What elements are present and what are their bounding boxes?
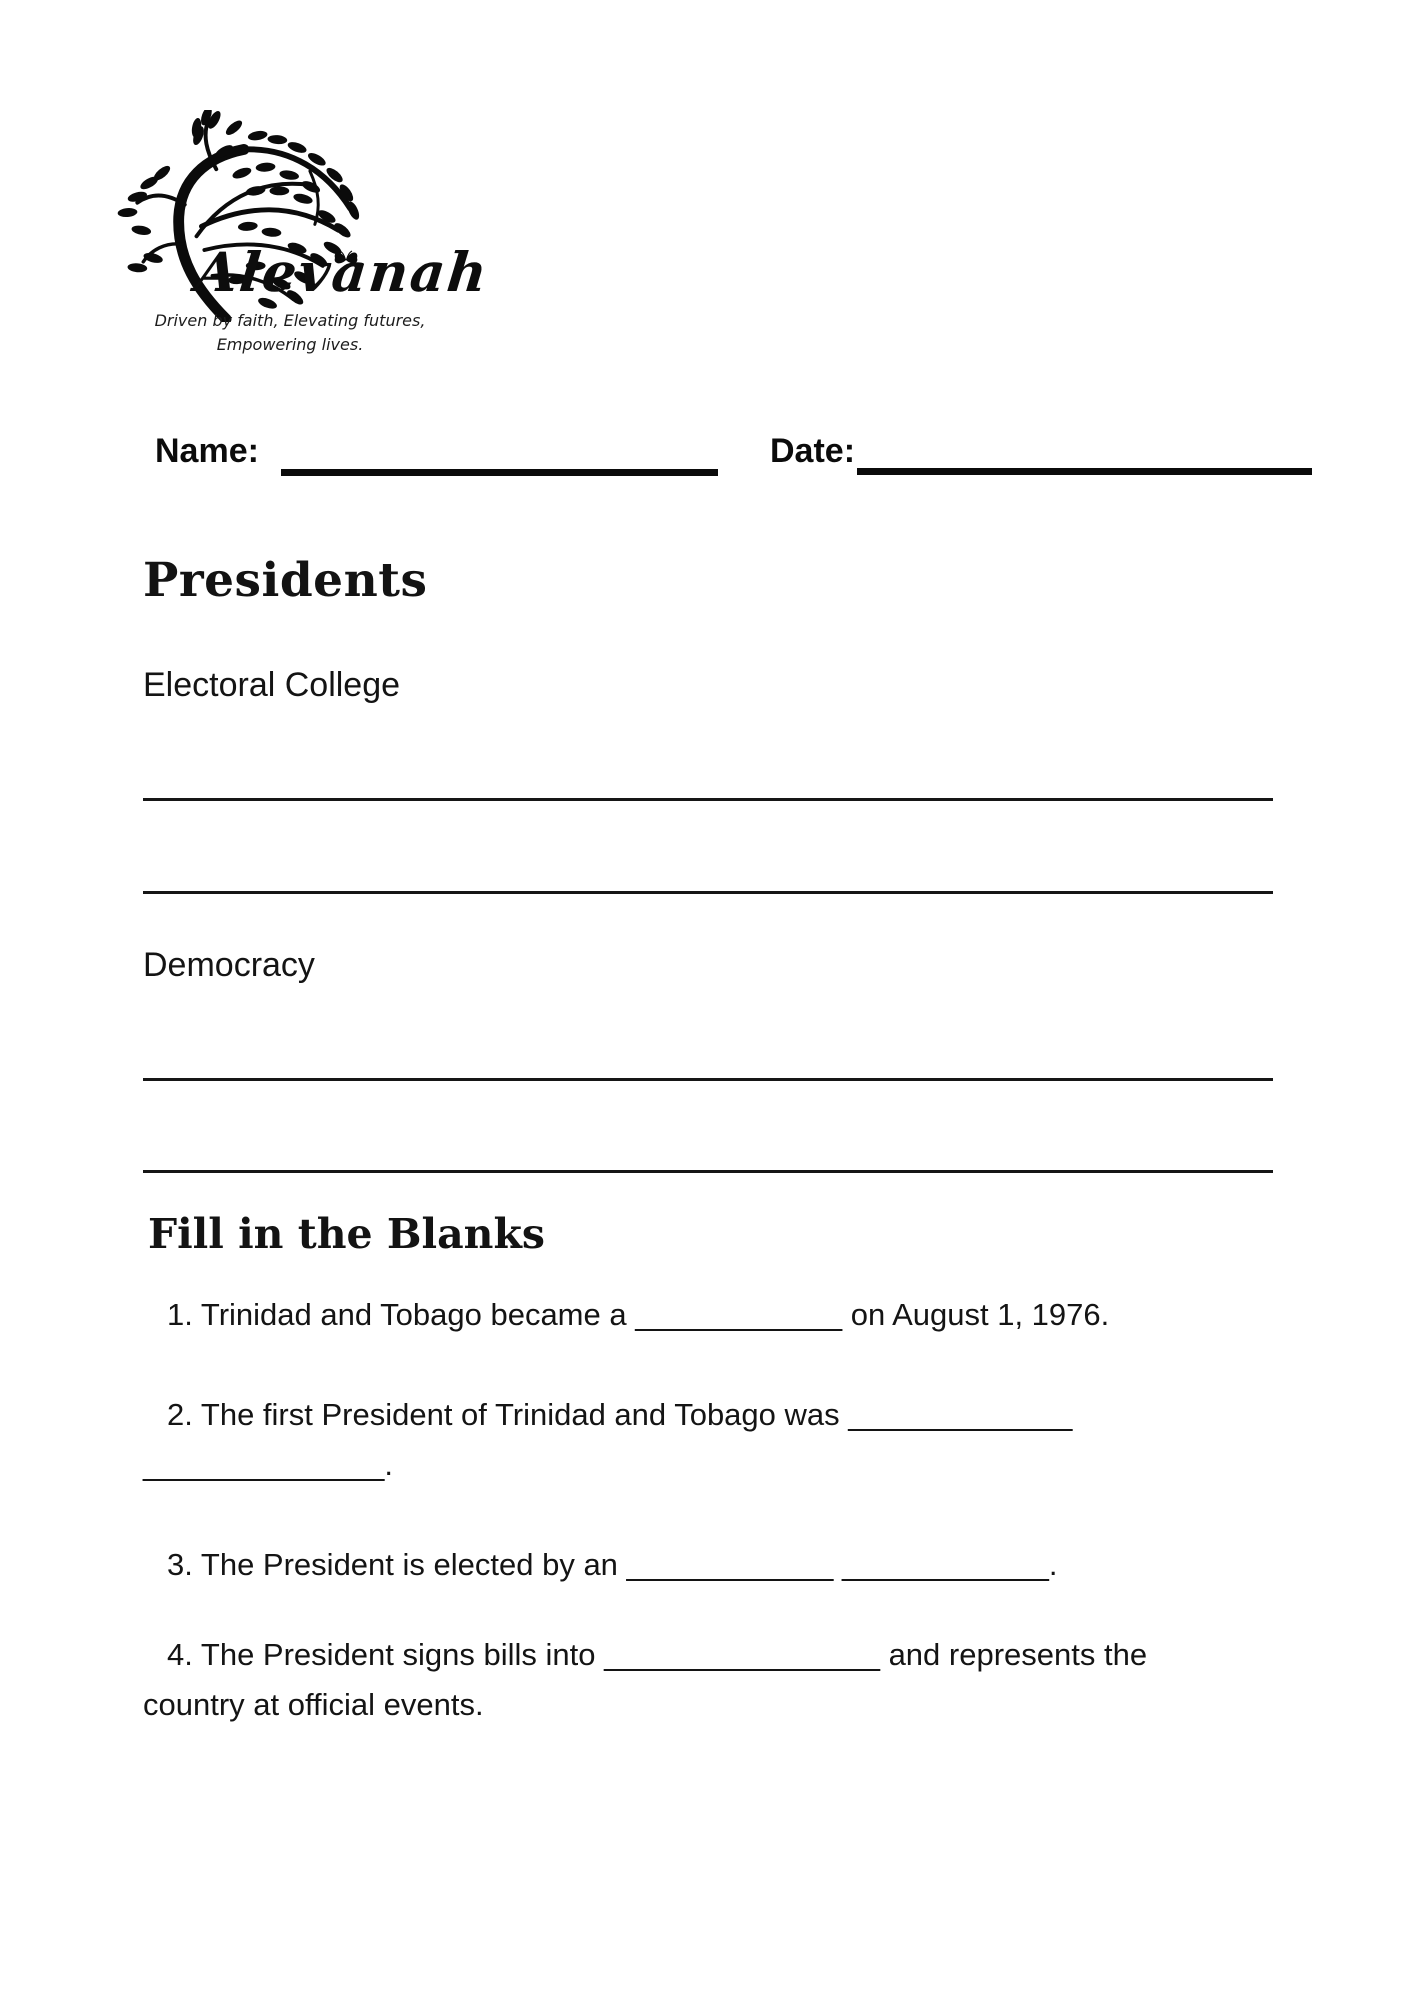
question-2-line-2: ______________. bbox=[143, 1447, 393, 1482]
fill-in-questions bbox=[143, 1290, 1293, 1780]
tagline-line-2: Empowering lives. bbox=[216, 335, 364, 354]
date-label: Date: bbox=[770, 432, 856, 470]
section-label-electoral-college: Electoral College bbox=[143, 666, 401, 704]
name-label: Name: bbox=[155, 432, 259, 470]
date-write-line bbox=[857, 468, 1312, 475]
name-write-line bbox=[281, 469, 718, 476]
question-4-line-1: 4. The President signs bills into ________________ and represents the bbox=[167, 1637, 1148, 1672]
question-3 bbox=[143, 1540, 1293, 1590]
question-3-line-1: 3. The President is elected by an ____________ ____________. bbox=[167, 1547, 1058, 1582]
question-2-line-1: 2. The first President of Trinidad and Tobago was _____________ bbox=[167, 1397, 1073, 1432]
butterfly-icon bbox=[332, 248, 360, 272]
answer-line bbox=[143, 1078, 1273, 1081]
answer-line bbox=[143, 1170, 1273, 1173]
page-title: Presidents bbox=[143, 553, 428, 608]
answer-line bbox=[143, 891, 1273, 894]
question-4-line-2: country at official events. bbox=[143, 1687, 484, 1722]
section-label-democracy: Democracy bbox=[143, 946, 315, 984]
question-1 bbox=[143, 1290, 1293, 1340]
tagline-line-1: Driven by faith, Elevating futures, bbox=[154, 311, 426, 330]
question-2 bbox=[143, 1390, 1293, 1490]
fill-in-the-blanks-heading: Fill in the Blanks bbox=[148, 1210, 545, 1258]
brand-tagline bbox=[140, 309, 440, 357]
answer-line bbox=[143, 798, 1273, 801]
question-4 bbox=[143, 1630, 1293, 1730]
question-1-line-1: 1. Trinidad and Tobago became a ____________ on August 1, 1976. bbox=[167, 1297, 1110, 1332]
brand-name: Alevanah bbox=[192, 240, 493, 304]
